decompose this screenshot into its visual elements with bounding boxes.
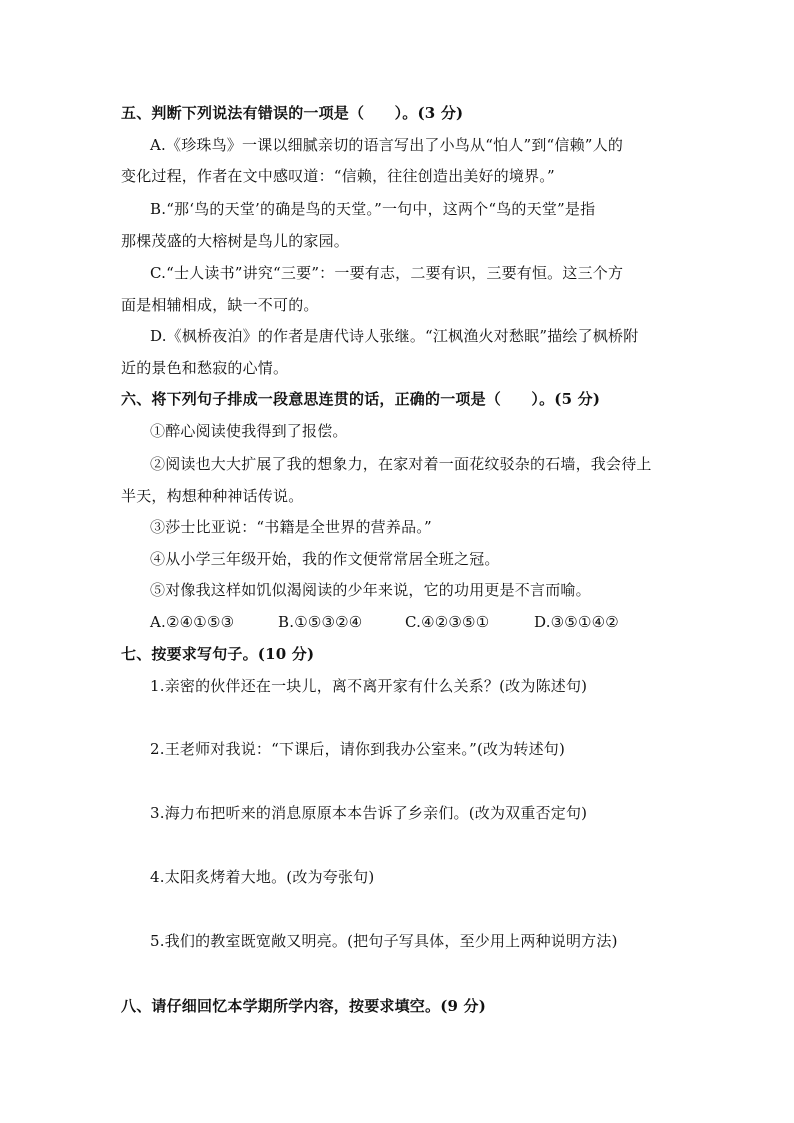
q5-option-d-line2: 近的景色和愁寂的心情。 [121, 359, 289, 377]
q5-option-c-line2: 面是相辅相成，缺一不可的。 [121, 296, 319, 314]
q6-option-b: B.①⑤③②④ [278, 613, 363, 631]
q7-item-4: 4.太阳炙烤着大地。(改为夸张句) [150, 868, 375, 886]
q8-heading: 八、请仔细回忆本学期所学内容，按要求填空。(9 分) [121, 997, 487, 1015]
q6-sentence-1: ①醉心阅读使我得到了报偿。 [150, 422, 348, 440]
q6-heading: 六、将下列句子排成一段意思连贯的话，正确的一项是（ ）。(5 分) [121, 390, 601, 408]
q6-sentence-4: ④从小学三年级开始，我的作文便常常居全班之冠。 [150, 550, 500, 568]
q5-heading: 五、判断下列说法有错误的一项是（ ）。(3 分) [121, 104, 464, 122]
q7-item-3: 3.海力布把听来的消息原原本本告诉了乡亲们。(改为双重否定句) [150, 804, 588, 822]
q6-sentence-2-line2: 半天，构想种种神话传说。 [121, 487, 304, 505]
q6-sentence-5: ⑤对像我这样如饥似渴阅读的少年来说，它的功用更是不言而喻。 [150, 581, 591, 599]
q6-sentence-3: ③莎士比亚说：“书籍是全世界的营养品。” [150, 518, 432, 536]
q7-item-1: 1.亲密的伙伴还在一块儿，离不离开家有什么关系？(改为陈述句) [150, 677, 588, 695]
q5-option-c-line1: C.“士人读书”讲究“三要”：一要有志，二要有识，三要有恒。这三个方 [150, 264, 624, 282]
q7-item-5: 5.我们的教室既宽敞又明亮。(把句子写具体，至少用上两种说明方法) [150, 932, 618, 950]
q5-option-b-line2: 那棵茂盛的大榕树是鸟儿的家园。 [121, 232, 350, 250]
q7-item-2: 2.王老师对我说：“下课后，请你到我办公室来。”(改为转述句) [150, 740, 566, 758]
q6-options [150, 612, 654, 632]
q6-option-d: D.③⑤①④② [534, 613, 619, 631]
q5-option-a-line1: A.《珍珠鸟》一课以细腻亲切的语言写出了小鸟从“怕人”到“信赖”人的 [150, 136, 624, 154]
q7-heading: 七、按要求写句子。(10 分) [121, 645, 315, 663]
q5-option-d-line1: D.《枫桥夜泊》的作者是唐代诗人张继。“江枫渔火对愁眠”描绘了枫桥附 [150, 327, 639, 345]
q5-option-a-line2: 变化过程，作者在文中感叹道：“信赖，往往创造出美好的境界。” [121, 167, 555, 185]
q6-option-c: C.④②③⑤① [405, 613, 490, 631]
q6-option-a: A.②④①⑤③ [150, 613, 235, 631]
q6-sentence-2-line1: ②阅读也大大扩展了我的想象力，在家对着一面花纹驳杂的石墙，我会待上 [150, 455, 652, 473]
q5-option-b-line1: B.“那‘鸟的天堂’的确是鸟的天堂。”一句中，这两个“鸟的天堂”是指 [150, 200, 596, 218]
